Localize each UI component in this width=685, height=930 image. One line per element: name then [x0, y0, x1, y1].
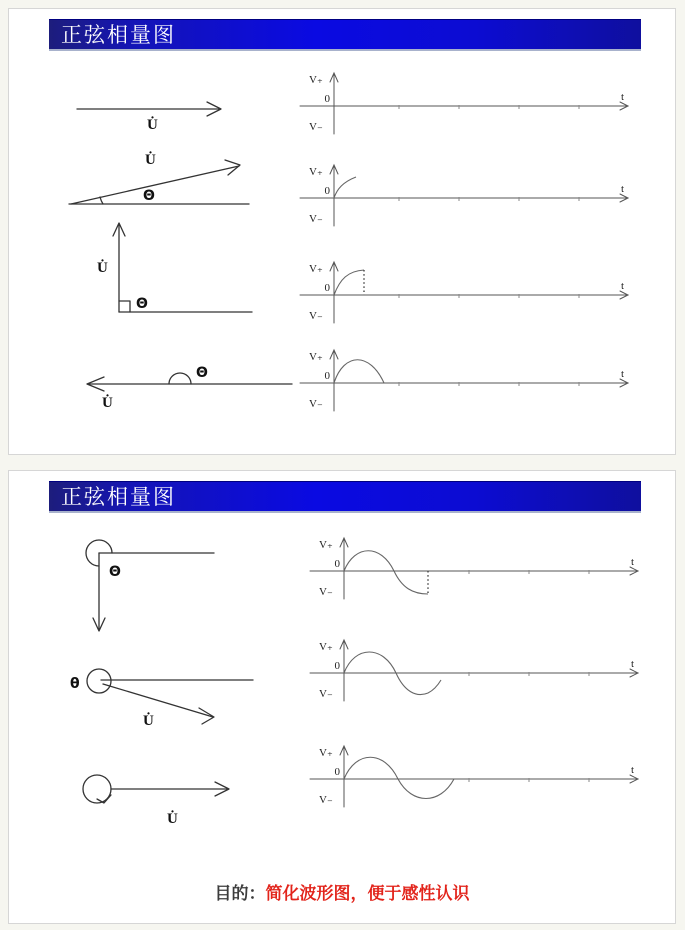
t-label: t	[631, 764, 635, 776]
origin-label: 0	[324, 282, 330, 294]
axis-arrowheads	[340, 746, 638, 783]
waveform-plot-almost-full-cycle	[304, 633, 644, 709]
waveform-plot-half-cycle	[294, 343, 634, 417]
origin-label: 0	[324, 370, 330, 382]
v-minus-label: V₋	[309, 398, 323, 410]
angle-label: Θ	[143, 188, 155, 204]
axes	[300, 263, 628, 323]
axis-arrowheads	[330, 73, 628, 110]
phasor-label: U̇	[147, 117, 158, 129]
sine-curve	[334, 360, 384, 383]
v-minus-label: V₋	[309, 121, 323, 133]
slide-2-title: 正弦相量图	[61, 486, 176, 509]
axes	[310, 641, 638, 701]
phasor-arrow	[103, 684, 213, 717]
t-label: t	[621, 91, 625, 103]
phasor-label: U̇	[97, 260, 108, 276]
slide-2-title-bar	[49, 481, 641, 513]
axes	[310, 539, 638, 599]
phasor-diagram-rotating	[69, 763, 279, 831]
origin-label: 0	[334, 558, 340, 570]
phasor-label: U̇	[102, 395, 113, 411]
angle-arc	[169, 373, 191, 384]
origin-label: 0	[334, 660, 340, 672]
angle-label: Θ	[136, 296, 148, 312]
v-minus-label: V₋	[319, 688, 333, 700]
phasor-label: U̇	[167, 811, 178, 827]
slide-1	[8, 8, 676, 455]
right-angle-marker	[119, 301, 130, 312]
sine-curve	[344, 551, 428, 594]
t-label: t	[621, 280, 625, 292]
phasor-diagram-180deg	[74, 354, 304, 412]
phasor-diagram-90deg	[94, 212, 264, 320]
axis-arrowheads	[330, 262, 628, 299]
angle-arc	[100, 197, 103, 204]
sine-curve	[334, 177, 356, 198]
phasor-diagram-0deg	[69, 79, 269, 129]
waveform-plot-rising-start	[294, 158, 634, 232]
phasor-diagram-small-angle	[59, 146, 269, 216]
v-plus-label: V₊	[309, 166, 323, 178]
origin-label: 0	[334, 766, 340, 778]
purpose-statement	[9, 879, 675, 904]
axis-arrowheads	[340, 538, 638, 575]
waveform-plot-full-cycle	[304, 739, 644, 815]
v-plus-label: V₊	[319, 641, 333, 653]
angle-label: Θ	[109, 564, 121, 580]
waveform-plot-empty	[294, 66, 634, 140]
purpose-text: 简化波形图，便于感性认识	[265, 884, 470, 903]
v-plus-label: V₊	[309, 351, 323, 363]
v-minus-label: V₋	[319, 794, 333, 806]
axes	[310, 747, 638, 807]
waveform-plot-quarter-peak	[294, 255, 634, 329]
axes	[300, 166, 628, 226]
axes	[300, 74, 628, 134]
slide-1-title: 正弦相量图	[61, 24, 176, 47]
angle-arc	[87, 669, 111, 693]
slide-1-title-bar	[49, 19, 641, 51]
phasor-diagram-270deg	[69, 531, 239, 643]
t-label: t	[631, 556, 635, 568]
v-plus-label: V₊	[309, 263, 323, 275]
v-minus-label: V₋	[319, 586, 333, 598]
v-minus-label: V₋	[309, 310, 323, 322]
origin-label: 0	[324, 93, 330, 105]
waveform-plot-three-quarter	[304, 531, 644, 605]
phasor-arrow	[71, 166, 239, 204]
sine-curve	[344, 757, 454, 798]
v-plus-label: V₊	[319, 539, 333, 551]
axes	[300, 351, 628, 411]
v-plus-label: V₊	[309, 74, 323, 86]
origin-label: 0	[324, 185, 330, 197]
arrowhead-icon	[199, 708, 214, 724]
slide-2	[8, 470, 676, 924]
axis-arrowheads	[330, 165, 628, 202]
angle-label: θ	[70, 676, 80, 692]
phasor-label: U̇	[143, 713, 154, 729]
v-minus-label: V₋	[309, 213, 323, 225]
sine-curve	[334, 270, 364, 295]
angle-label: Θ	[196, 365, 208, 381]
v-plus-label: V₊	[319, 747, 333, 759]
t-label: t	[621, 368, 625, 380]
t-label: t	[631, 658, 635, 670]
purpose-prefix: 目的：	[214, 884, 266, 903]
phasor-label: U̇	[145, 152, 156, 168]
phasor-diagram-near-full-turn	[67, 667, 287, 749]
t-label: t	[621, 183, 625, 195]
